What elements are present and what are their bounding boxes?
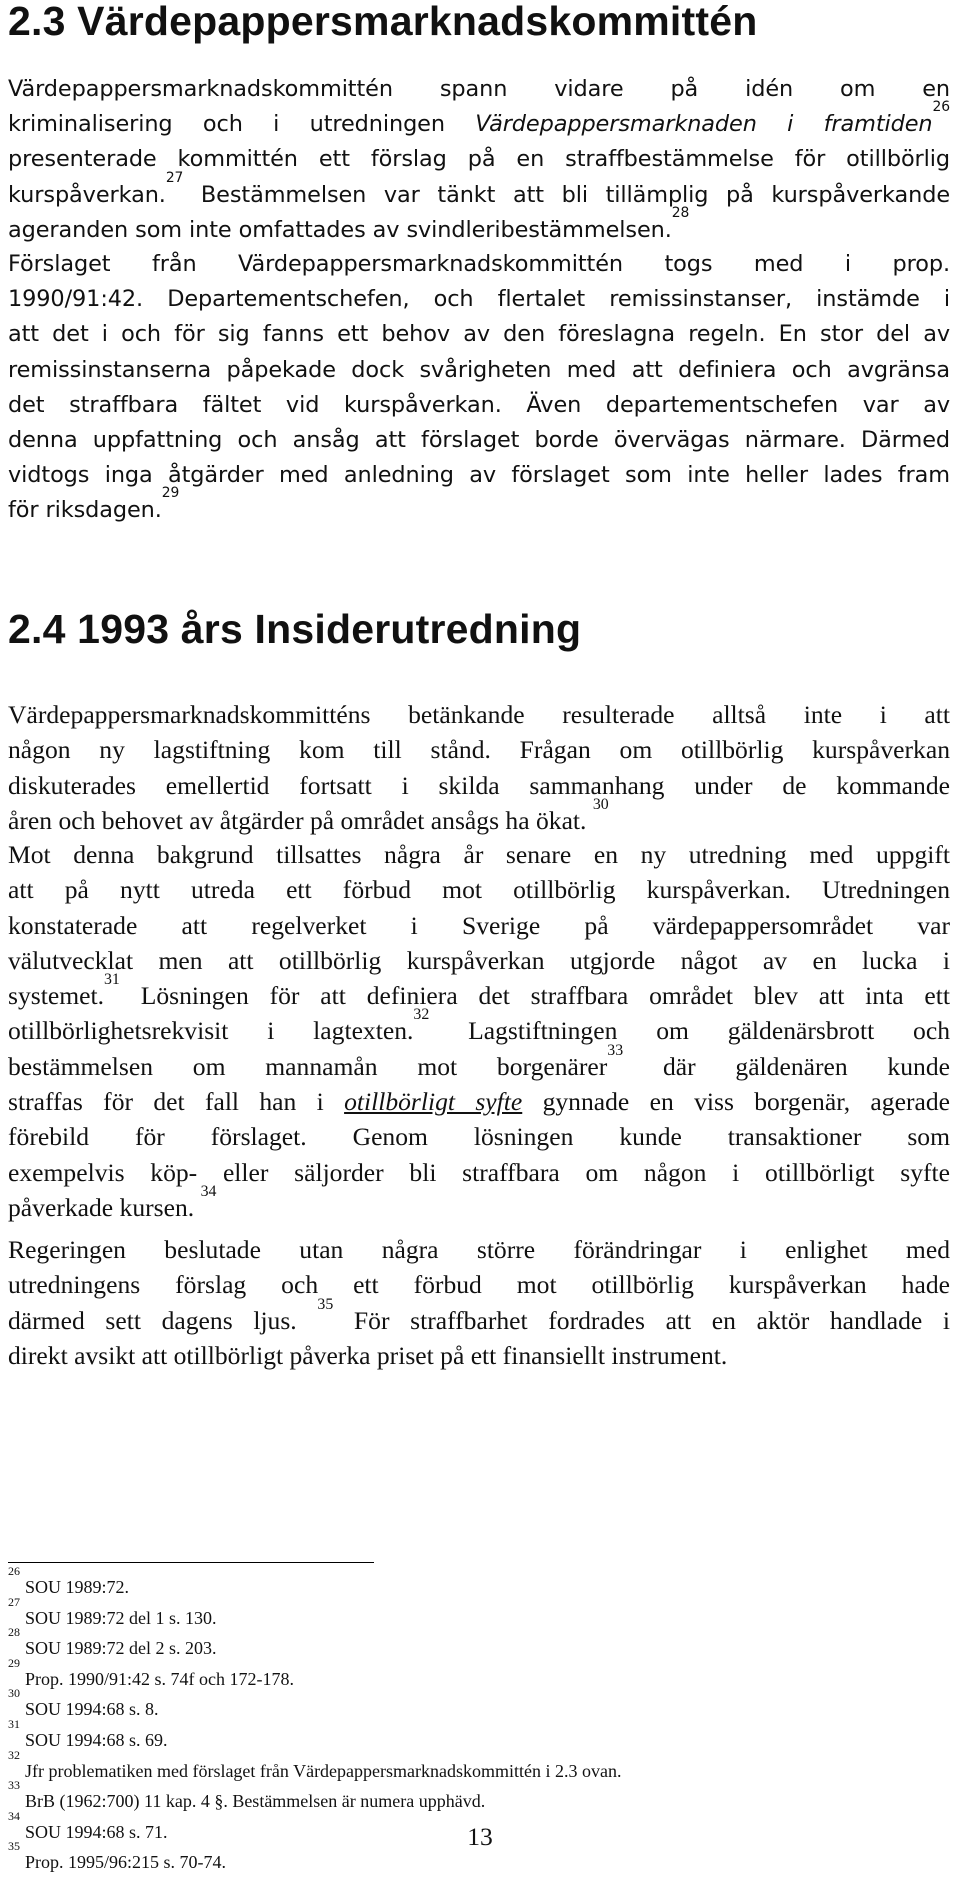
text-line: Värdepappersmarknadskommitténs betänkande resulterade alltså inte i att (8, 700, 950, 729)
text-line: utredningens förslag och ett förbud mot otillbörlig kurspåverkan hade (8, 1270, 950, 1300)
paragraph-2-3-2 (8, 247, 950, 529)
text-line: kurspåverkan.$^{27}$ Bestämmelsen var tänkt att bli tillämplig på kurspåverkande (8, 169, 950, 208)
text-line: 1990/91:42. Departementschefen, och flertalet remissinstanser, instämde i (8, 286, 950, 313)
text-line: för riksdagen.$^{29}$ (8, 485, 180, 524)
text-line: direkt avsikt att otillbörligt påverka priset på ett finansiellt instrument. (8, 1340, 728, 1370)
text-line: bestämmelsen om mannamån mot borgenärer$^{33}$ där gäldenären kunde (8, 1041, 950, 1081)
text-line: att det i och för sig fanns ett behov av den föreslagna regeln. En stor del av (8, 321, 950, 348)
text-line: därmed sett dagens ljus. $^{35}$ För straffbarhet fordrades att en aktör handlade i (8, 1295, 951, 1335)
footnote-ref-27[interactable]: 27 (165, 169, 184, 186)
footnote-ref-31[interactable]: 31 (103, 971, 120, 989)
text-line: Förslaget från Värdepappersmarknadskommittén togs med i prop. (8, 251, 950, 277)
footnote-27: $^{27}$SOU 1989:72 del 1 s. 130. (8, 1594, 217, 1628)
footnote-ref-34[interactable]: 34 (200, 1182, 217, 1200)
text-line: kriminalisering och i utredningen Värdepappersmarknaden i framtiden$^{26}$ (8, 99, 950, 138)
text-line: någon ny lagstiftning kom till stånd. Frågan om otillbörlig kurspåverkan (8, 735, 950, 765)
text-line: vidtogs inga åtgärder med anledning av förslaget som inte heller lades fram (8, 462, 950, 489)
text-line: välutvecklat men att otillbörlig kurspåverkan utgjorde något av en lucka i (8, 945, 950, 975)
footnote-28: $^{28}$SOU 1989:72 del 2 s. 203. (8, 1625, 217, 1659)
footnote-34: $^{34}$SOU 1994:68 s. 71. (8, 1808, 168, 1842)
paragraph-2-3-1 (8, 72, 950, 248)
text-line: påverkade kursen. $^{34}$ (8, 1182, 217, 1222)
text-line: Värdepappersmarknadskommittén spann vidare på idén om en (8, 76, 950, 102)
text-line: Regeringen beslutade utan några större förändringar i enlighet med (8, 1235, 950, 1264)
text-line: systemet.$^{31}$ Lösningen för att definiera det straffbara området blev att inta ett (8, 971, 950, 1011)
paragraph-2-4-2 (8, 837, 950, 1225)
text-line: diskuterades emellertid fortsatt i skilda sammanhang under de kommande (8, 770, 950, 800)
paragraph-2-4-3 (8, 1232, 950, 1373)
footnote-30: $^{30}$SOU 1994:68 s. 8. (8, 1686, 159, 1720)
footnote-35: $^{35}$Prop. 1995/96:215 s. 70-74. (8, 1839, 227, 1873)
text-line: ageranden som inte omfattades av svindleribestämmelsen.$^{28}$ (8, 204, 690, 243)
text-line: otillbörlighetsrekvisit i lagtexten.$^{32}$ Lagstiftningen om gäldenärsbrott och (8, 1006, 950, 1046)
section-heading-2-4: 2.4 1993 års Insiderutredning (8, 606, 582, 652)
footnote-ref-28[interactable]: 28 (671, 204, 690, 221)
footnote-ref-30[interactable]: 30 (592, 795, 609, 813)
text-line: Mot denna bakgrund tillsattes några år senare en ny utredning med uppgift (8, 840, 950, 869)
footnote-32: $^{32}$Jfr problematiken med förslaget från Värdepappersmarknadskommittén i 2.3 ovan. (8, 1747, 622, 1781)
footnote-ref-32[interactable]: 32 (413, 1006, 430, 1024)
text-line: presenterade kommittén ett förslag på en straffbestämmelse för otillbörlig (8, 146, 950, 173)
footnote-ref-26[interactable]: 26 (932, 99, 950, 116)
italic-title: Värdepappersmarknaden i framtiden (475, 111, 933, 138)
page-number: 13 (467, 1822, 493, 1851)
footnote-separator (8, 1562, 374, 1563)
italic-underlined-phrase: otillbörligt syfte (344, 1087, 523, 1117)
text-line: förebild för förslaget. Genom lösningen kunde transaktioner som (8, 1122, 950, 1152)
paragraph-2-4-1 (8, 697, 950, 838)
footnote-31: $^{31}$SOU 1994:68 s. 69. (8, 1716, 168, 1750)
footnote-ref-33[interactable]: 33 (607, 1041, 624, 1059)
text-line: remissinstanserna påpekade dock svårigheten med att definiera och avgränsa (8, 356, 950, 383)
text-line: att på nytt utreda ett förbud mot otillbörlig kurspåverkan. Utredningen (8, 875, 950, 905)
text-line: straffas för det fall han i otillbörligt syfte gynnade en viss borgenär, agerade (8, 1087, 950, 1117)
footnote-26: $^{26}$SOU 1989:72. (8, 1564, 130, 1597)
section-heading-2-3: 2.3 Värdepappersmarknadskommittén (8, 0, 758, 44)
footnote-29: $^{29}$Prop. 1990/91:42 s. 74f och 172-178. (8, 1655, 294, 1689)
text-line: åren och behovet av åtgärder på området ansågs ha ökat. $^{30}$ (8, 795, 609, 835)
text-line: exempelvis köp- eller säljorder bli straffbara om någon i otillbörligt syfte (8, 1157, 950, 1187)
text-line: det straffbara fältet vid kurspåverkan. Även departementschefen var av (8, 391, 950, 418)
footnote-33: $^{33}$BrB (1962:700) 11 kap. 4 §. Bestämmelsen är numera upphävd. (8, 1778, 486, 1812)
text-line: konstaterade att regelverket i Sverige på värdepappersområdet var (8, 910, 950, 940)
footnote-ref-29[interactable]: 29 (161, 485, 180, 502)
text-line: denna uppfattning och ansåg att förslaget borde övervägas närmare. Därmed (8, 427, 950, 454)
footnote-ref-35[interactable]: 35 (317, 1295, 334, 1313)
